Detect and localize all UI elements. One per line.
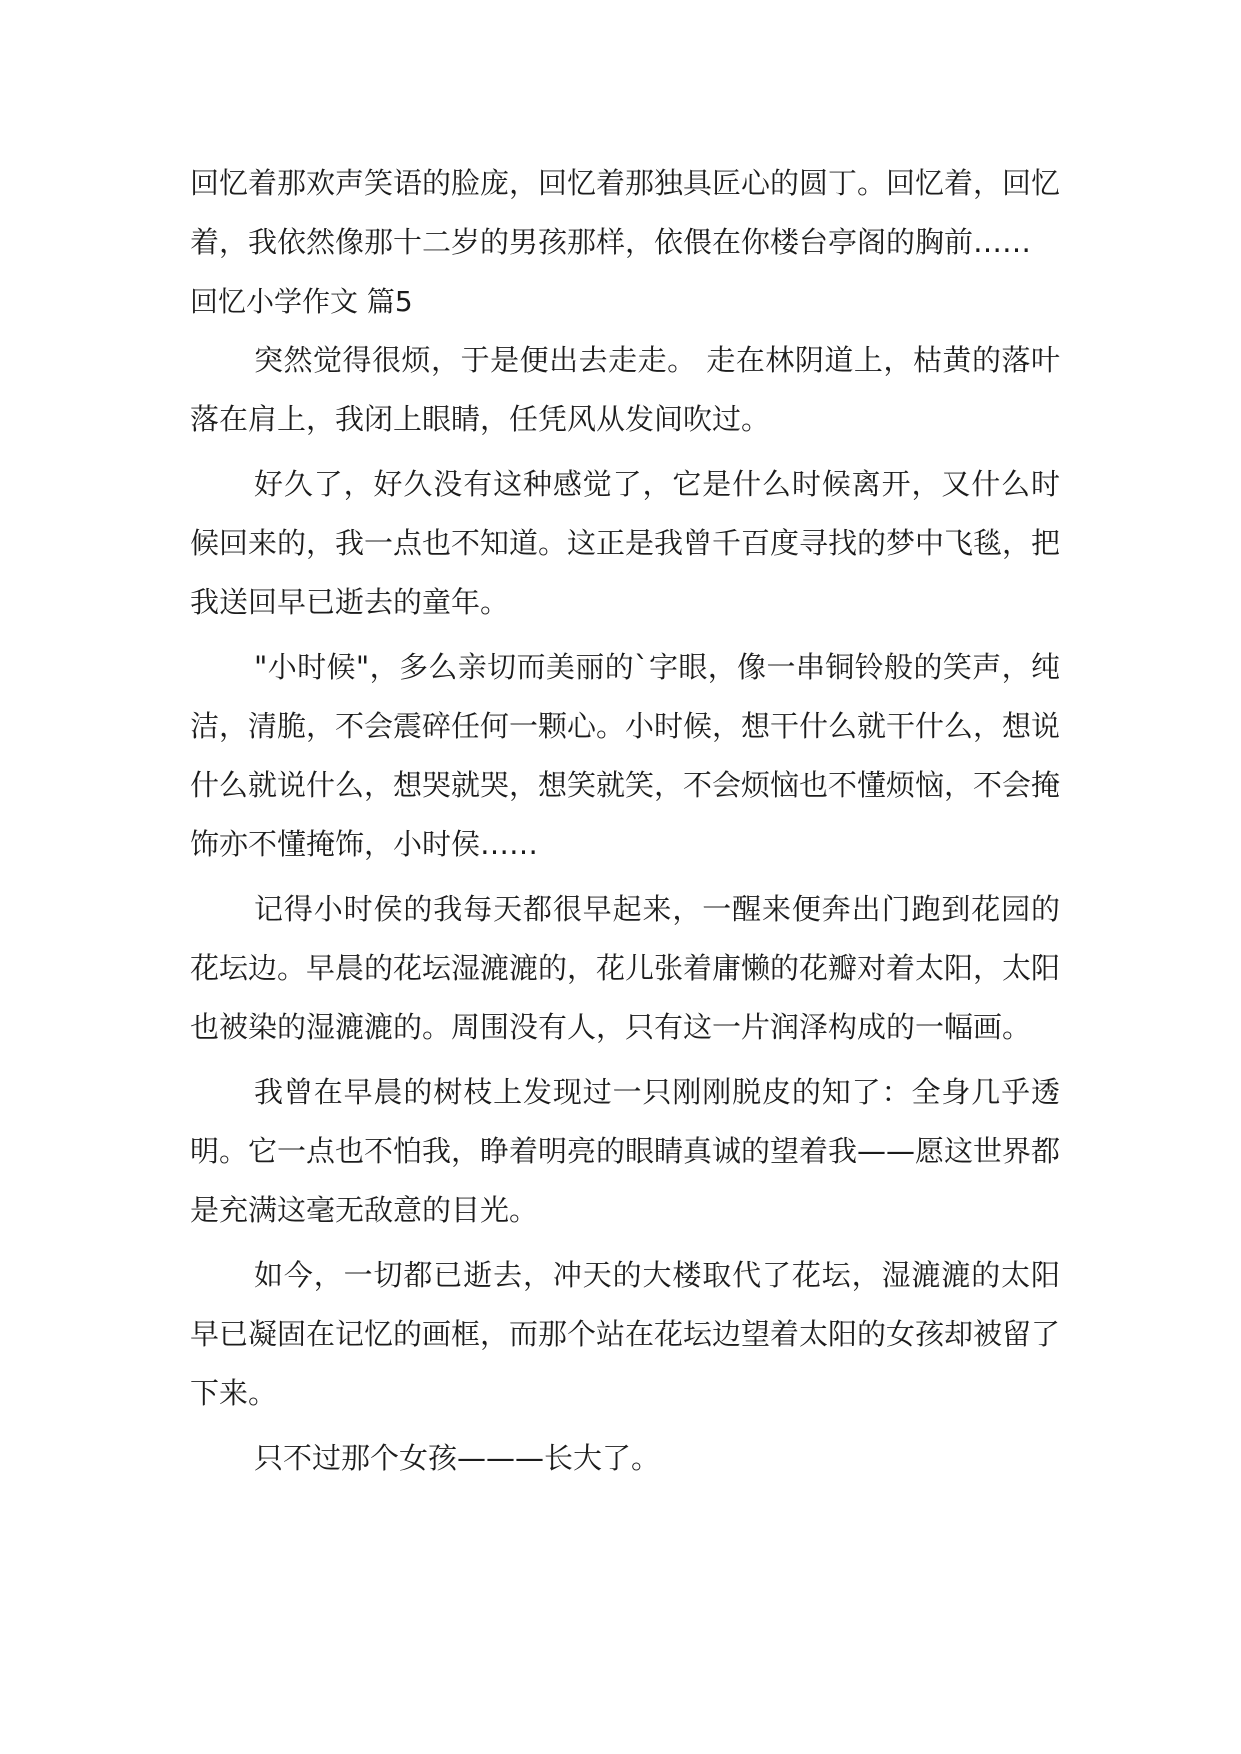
body-paragraph-5: 我曾在早晨的树枝上发现过一只刚刚脱皮的知了：全身几乎透明。它一点也不怕我，睁着明亮的眼睛真诚的望着我——愿这世界都是充满这毫无敌意的目光。 <box>190 1075 1061 1227</box>
body-paragraph-7: 只不过那个女孩———长大了。 <box>254 1441 661 1475</box>
continuation-paragraph: 回忆着那欢声笑语的脸庞，回忆着那独具匠心的圆丁。回忆着，回忆着，我依然像那十二岁的男孩那样，依偎在你楼台亭阁的胸前…… <box>190 166 1061 259</box>
body-paragraph-1: 突然觉得很烦，于是便出去走走。 走在林阴道上，枯黄的落叶落在肩上，我闭上眼睛，任凭风从发间吹过。 <box>190 343 1060 436</box>
body-paragraph-6: 如今，一切都已逝去，冲天的大楼取代了花坛，湿漉漉的太阳早已凝固在记忆的画框，而那个站在花坛边望着太阳的女孩却被留了下来。 <box>190 1258 1061 1410</box>
document-body <box>190 154 1060 1488</box>
body-paragraph-2: 好久了，好久没有这种感觉了，它是什么时候离开，又什么时候回来的，我一点也不知道。这正是我曾千百度寻找的梦中飞毯，把我送回早已逝去的童年。 <box>190 467 1061 619</box>
body-paragraph-3: "小时候"，多么亲切而美丽的`字眼，像一串铜铃般的笑声，纯洁，清脆，不会震碎任何一颗心。小时候，想干什么就干什么，想说什么就说什么，想哭就哭，想笑就笑，不会烦恼也不懂烦恼，不会掩饰亦不懂掩饰，小时侯…… <box>190 650 1061 861</box>
section-heading: 回忆小学作文 篇5 <box>190 285 413 318</box>
body-paragraph-4: 记得小时侯的我每天都很早起来，一醒来便奔出门跑到花园的花坛边。早晨的花坛湿漉漉的，花儿张着庸懒的花瓣对着太阳，太阳也被染的湿漉漉的。周围没有人，只有这一片润泽构成的一幅画。 <box>190 892 1061 1044</box>
